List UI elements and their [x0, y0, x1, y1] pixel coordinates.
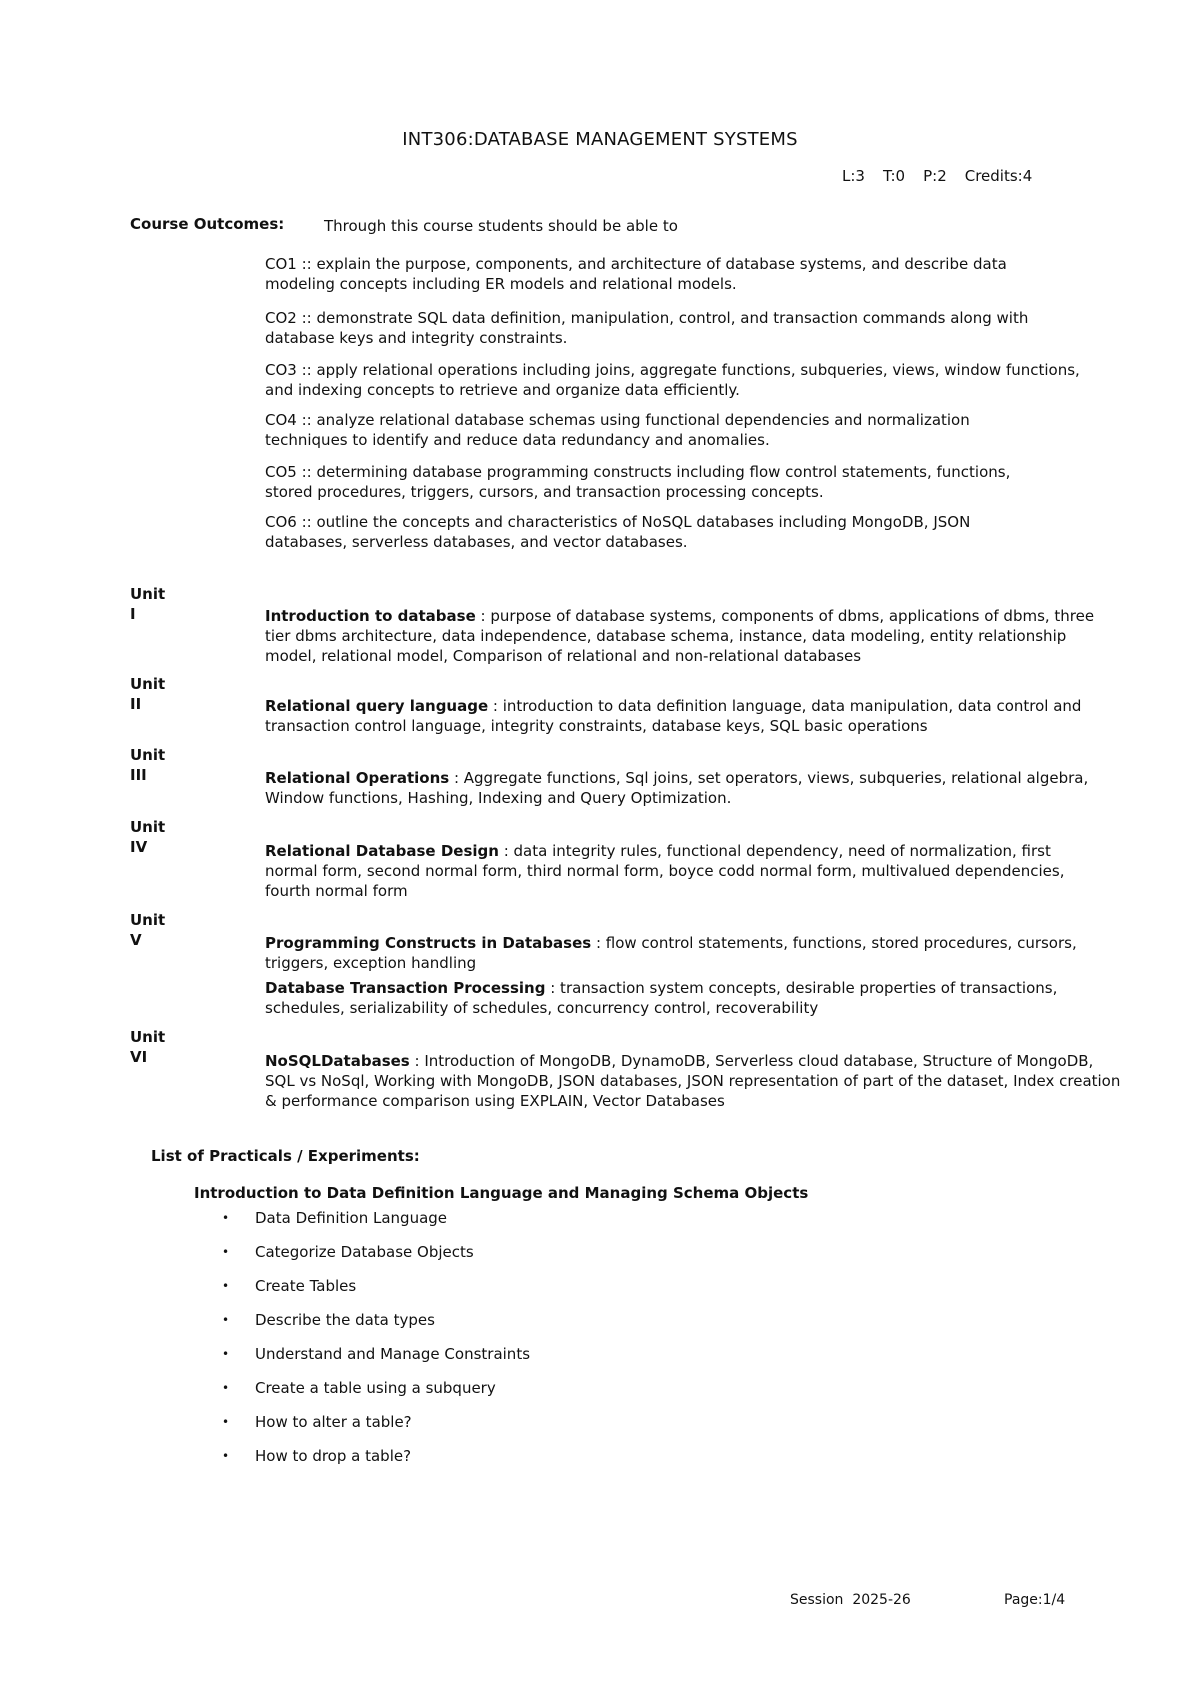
course-outcome: CO4 :: analyze relational database schemas using functional dependencies and normalization techniques to identify and reduce data redundancy and anomalies. [265, 411, 970, 449]
unit-topic [265, 606, 1105, 666]
ltp-credits [842, 166, 1050, 186]
course-outcome: CO2 :: demonstrate SQL data definition, manipulation, control, and transaction commands along with database keys and integrity constraints. [265, 309, 1029, 347]
unit-label: Unit VI [130, 1028, 166, 1066]
practicals-list [222, 1208, 530, 1480]
course-outcome: CO1 :: explain the purpose, components, and architecture of database systems, and describe data modeling concepts including ER models and relational models. [265, 255, 1007, 293]
list-item [222, 1276, 530, 1310]
list-item [222, 1446, 530, 1480]
tutorial-hours: T:0 [882, 167, 906, 185]
bullet-icon: • [222, 1381, 230, 1395]
session-label: Session 2025-26 [790, 1592, 911, 1608]
list-item-text: Categorize Database Objects [255, 1243, 474, 1261]
unit-topic [265, 841, 1105, 901]
bullet-icon: • [222, 1415, 230, 1429]
topic-text: : introduction to data definition language, data manipulation, data control and transaction control language, integrity constraints, database keys, SQL basic operations [265, 697, 1082, 735]
bullet-icon: • [222, 1449, 230, 1463]
unit-label: Unit IV [130, 818, 166, 856]
list-item-text: Describe the data types [255, 1311, 435, 1329]
list-item-text: Create Tables [255, 1277, 357, 1295]
unit-label: Unit V [130, 911, 166, 949]
list-item [222, 1310, 530, 1344]
course-outcomes-intro: Through this course students should be able to [324, 217, 678, 235]
topic-text: : purpose of database systems, components of dbms, applications of dbms, three tier dbms architecture, data independence, database schema, instance, data modeling, entity relationship model, relational model, Comparison of relational and non-relational databases [265, 607, 1095, 665]
unit-label: Unit III [130, 746, 166, 784]
topic-text: : transaction system concepts, desirable properties of transactions, schedules, serializability of schedules, concurrency control, recoverability [265, 979, 1058, 1017]
topic-title: NoSQLDatabases [265, 1052, 410, 1070]
course-outcome: CO6 :: outline the concepts and characteristics of NoSQL databases including MongoDB, JSON databases, serverless databases, and vector databases. [265, 513, 971, 551]
list-item-text: Understand and Manage Constraints [255, 1345, 531, 1363]
bullet-icon: • [222, 1245, 230, 1259]
list-item-text: How to drop a table? [255, 1447, 412, 1465]
topic-text: : flow control statements, functions, stored procedures, cursors, triggers, exception handling [265, 934, 1077, 972]
topic-title: Relational query language [265, 697, 489, 715]
unit-topic [265, 933, 1105, 973]
list-item-text: Data Definition Language [255, 1209, 448, 1227]
unit-topic [265, 978, 1075, 1018]
practicals-subheading: Introduction to Data Definition Language and Managing Schema Objects [194, 1184, 809, 1202]
topic-title: Relational Operations [265, 769, 450, 787]
topic-text: : data integrity rules, functional dependency, need of normalization, first normal form, second normal form, third normal form, boyce codd normal form, multivalued dependencies, fourth normal form [265, 842, 1065, 900]
unit-topic [265, 1051, 1125, 1111]
topic-title: Relational Database Design [265, 842, 499, 860]
unit-topic [265, 696, 1115, 736]
credits: Credits:4 [964, 167, 1033, 185]
topic-title: Database Transaction Processing [265, 979, 546, 997]
list-item-text: How to alter a table? [255, 1413, 412, 1431]
unit-topic [265, 768, 1105, 808]
bullet-icon: • [222, 1211, 230, 1225]
topic-text: : Aggregate functions, Sql joins, set operators, views, subqueries, relational algebra, Window functions, Hashing, Indexing and Query Optimization. [265, 769, 1089, 807]
list-item [222, 1208, 530, 1242]
practical-hours: P:2 [923, 167, 947, 185]
course-outcome: CO5 :: determining database programming constructs including flow control statements, functions, stored procedures, triggers, cursors, and transaction processing concepts. [265, 463, 1011, 501]
page-number: Page:1/4 [1004, 1592, 1066, 1608]
course-outcomes-label: Course Outcomes: [130, 215, 285, 233]
list-item [222, 1242, 530, 1276]
topic-text: : Introduction of MongoDB, DynamoDB, Serverless cloud database, Structure of MongoDB, SQL vs NoSql, Working with MongoDB, JSON databases, JSON representation of part of the dataset, Index creation & performance comparison using EXPLAIN, Vector Databases [265, 1052, 1121, 1110]
unit-label: Unit II [130, 675, 166, 713]
list-item [222, 1412, 530, 1446]
list-item-text: Create a table using a subquery [255, 1379, 496, 1397]
topic-title: Introduction to database [265, 607, 476, 625]
course-outcome: CO3 :: apply relational operations including joins, aggregate functions, subqueries, views, window functions, and indexing concepts to retrieve and organize data efficiently. [265, 361, 1080, 399]
topic-title: Programming Constructs in Databases [265, 934, 592, 952]
list-item [222, 1378, 530, 1412]
lecture-hours: L:3 [842, 167, 865, 185]
bullet-icon: • [222, 1347, 230, 1361]
practicals-heading: List of Practicals / Experiments: [151, 1147, 420, 1165]
page-title: INT306:DATABASE MANAGEMENT SYSTEMS [402, 129, 798, 150]
list-item [222, 1344, 530, 1378]
bullet-icon: • [222, 1313, 230, 1327]
unit-label: Unit I [130, 585, 166, 623]
bullet-icon: • [222, 1279, 230, 1293]
